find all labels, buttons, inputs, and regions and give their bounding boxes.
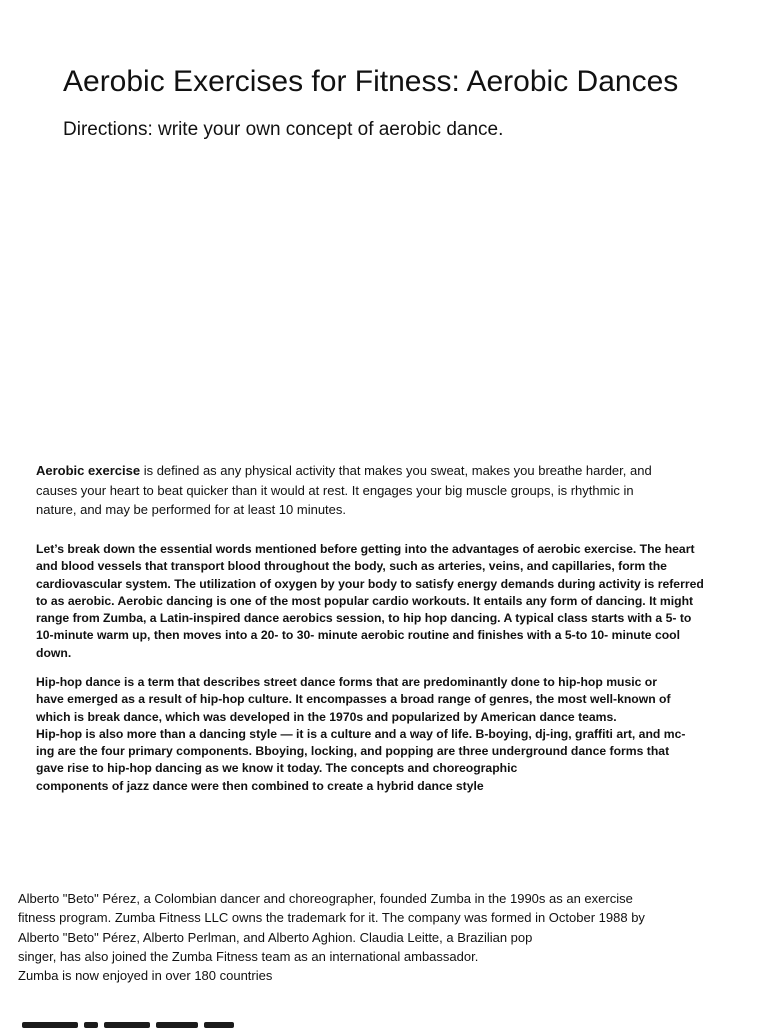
- paragraph-line: Let’s break down the essential words mentioned before getting into the advantages of aerobic exercise. The heart: [36, 542, 695, 556]
- paragraph-line: range from Zumba, a Latin-inspired dance aerobics session, to hip hop dancing. A typical class starts with a 5- to: [36, 611, 692, 626]
- paragraph-line: singer, has also joined the Zumba Fitness team as an international ambassador.: [18, 948, 479, 964]
- paragraph-line: ing are the four primary components. Bboying, locking, and popping are three underground dance forms that: [36, 744, 670, 759]
- bold-term: Aerobic exercise: [36, 463, 141, 478]
- paragraph-line: which is break dance, which was developed in the 1970s and popularized by American dance teams.: [36, 709, 617, 724]
- aerobic-exercise-definition-paragraph: [36, 461, 726, 520]
- paragraph-line: Alberto "Beto" Pérez, a Colombian dancer and choreographer, founded Zumba in the 1990s as an exercise: [18, 891, 633, 906]
- cut-off-text-mark: [204, 1022, 234, 1028]
- paragraph-line: [36, 461, 726, 481]
- paragraph-line: to as aerobic. Aerobic dancing is one of the most popular cardio workouts. It entails any form of dancing. It might: [36, 593, 694, 608]
- cut-off-text-mark: [22, 1022, 78, 1028]
- paragraph-line: Alberto "Beto" Pérez, Alberto Perlman, and Alberto Aghion. Claudia Leitte, a Brazilian pop: [18, 929, 533, 945]
- paragraph-line: Hip-hop is also more than a dancing style — it is a culture and a way of life. B-boying, dj-ing, graffiti art, and mc-: [36, 726, 686, 741]
- paragraph-line: fitness program. Zumba Fitness LLC owns the trademark for it. The company was formed in October 1988 by: [18, 910, 645, 926]
- cut-off-text-mark: [84, 1022, 98, 1028]
- paragraph-line-text: is defined as any physical activity that makes you sweat, makes you breathe harder, and: [140, 463, 652, 478]
- cut-off-text-mark: [104, 1022, 150, 1028]
- paragraph-line: 10-minute warm up, then moves into a 20- to 30- minute aerobic routine and finishes with a 5-to 10- minute cool: [36, 628, 681, 643]
- paragraph-line: cardiovascular system. The utilization of oxygen by your body to satisfy energy demands during activity is referred: [36, 576, 704, 591]
- paragraph-line: and blood vessels that transport blood throughout the body, such as arteries, veins, and capillaries, form the: [36, 559, 667, 574]
- paragraph-line: Zumba is now enjoyed in over 180 countries: [18, 968, 273, 984]
- paragraph-line: nature, and may be performed for at least 10 minutes.: [36, 502, 347, 517]
- paragraph-line: Hip-hop dance is a term that describes street dance forms that are predominantly done to hip-hop music or: [36, 675, 657, 689]
- paragraph-line: causes your heart to beat quicker than it would at rest. It engages your big muscle groups, is rhythmic in: [36, 482, 634, 498]
- paragraph-line: gave rise to hip-hop dancing as we know it today. The concepts and choreographic: [36, 761, 518, 776]
- zumba-history-paragraph: [18, 889, 738, 985]
- cut-off-heading-fragment: [18, 1014, 238, 1028]
- paragraph-line: components of jazz dance were then combined to create a hybrid dance style: [36, 778, 484, 793]
- directions-text: Directions: write your own concept of aerobic dance.: [63, 119, 504, 140]
- paragraph-line: down.: [36, 645, 72, 660]
- cut-off-text-mark: [156, 1022, 198, 1028]
- document-title: Aerobic Exercises for Fitness: Aerobic Dances: [63, 65, 679, 98]
- aerobic-dancing-paragraph: [36, 541, 726, 662]
- hip-hop-dance-paragraph: [36, 674, 726, 795]
- paragraph-line: have emerged as a result of hip-hop culture. It encompasses a broad range of genres, the most well-known of: [36, 692, 671, 707]
